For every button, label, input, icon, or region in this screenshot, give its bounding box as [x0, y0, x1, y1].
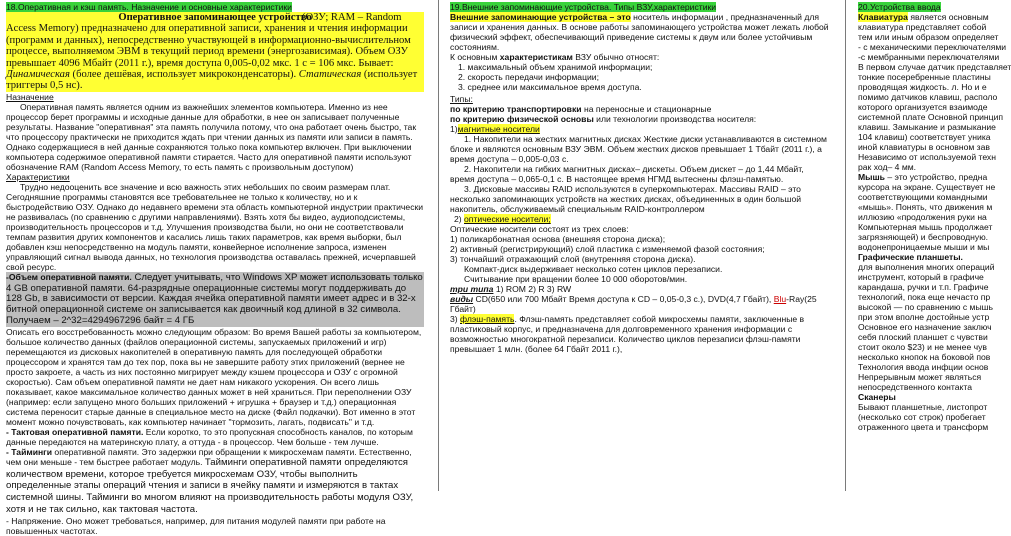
text-line: технологий, пока еще нечасто пр [858, 292, 991, 302]
criterion-physical: по критерию физической основы или технологии производства носителя: [450, 114, 757, 124]
text-line: Независимо от используемой техн [858, 152, 996, 162]
text-line: курсора на экране. Существует не [858, 182, 996, 192]
magnetic-heading: 1)магнитные носители [450, 124, 540, 134]
characteristic-item: 3. среднее или максимальное время доступа. [458, 82, 642, 92]
magnetic-item-3: 3. Дисковые массивы RAID используются в суперкомпьютерах. Массивы RAID – это несколько запоминающих устройств на жестких дисках, объединенных в один большой накопитель, обслуживаемый специальным RAID-контроллером [450, 184, 802, 214]
optical-heading: 2) оптические носители; [454, 214, 551, 224]
three-types: три типа 1) ROM 2) R 3) RW [450, 284, 572, 294]
flash-paragraph: 3) флэш-память. Флэш-память представляет собой микросхемы памяти, заключенные в пластиковый корпус, и предназначена для долговременного хранения информации с возможностью многократной перезаписи. Количество циклов перезаписи флэш-памяти превышает 1 млн. (более 64 Гбайт 2011 г.), [450, 314, 805, 354]
graphics-tablet-heading: Графические планшеты. [858, 252, 963, 262]
text-line: водонепроницаемые мыши и мы [858, 242, 990, 252]
ram-intro-body: (ОЗУ; RAM – Random Access Memory) предназначено для оперативной записи, хранения и чтения информации (программ и данных), непосредственно участвующей в информационно-вычислительном процессе, выполняемом ЭВМ в текущий период времени (энергозависимая). Объем ОЗУ превышает 4096 Мбайт (2011 г.), время доступа 0,005-0,02 мкс. 1 с = 106 мкс. Бывает: Динамическая (более дешёвая, использует микроконденсаторы). Статическая (использует триггеры 0,5 нс). [6, 12, 424, 92]
text-line: иллюзию «продолжения руки на [858, 212, 987, 222]
text-line: - с механическими переключателями [858, 42, 1007, 52]
rotation-speed: Считывание при вращении более 10 000 оборотов/мин. [464, 274, 688, 284]
text-line: которого организуется взаимоде [858, 102, 988, 112]
optical-layer: 2) активный (регистрирующий) слой пластика с изменяемой фазой состояния; [450, 244, 765, 254]
text-line: для выполнения многих операций [858, 262, 995, 272]
mouse-text [858, 182, 1000, 252]
text-line: тем или иным образом определяет [858, 32, 999, 42]
scanner-heading: Сканеры [858, 392, 896, 402]
section-heading-20: 20.Устройства ввода [858, 2, 941, 12]
column-external-storage [444, 0, 834, 491]
text-line: стоит около $23) и не менее чув [858, 342, 987, 352]
text-line: помимо датчиков клавиш, располо [858, 92, 998, 102]
subheading-harakteristiki: Характеристики [6, 171, 70, 182]
paragraph-clock: - Тактовая оперативной памяти. Если коротко, то это пропускная способность каналов, по которым данные передаются на материнскую плату, а оттуда - в процессор. Чем больше - тем лучше. [6, 426, 413, 447]
text-line: Основное его назначение заключ [858, 322, 992, 332]
text-line: системной плате Основной принцип [858, 112, 1004, 122]
text-line: себя плоский планшет с чувстви [858, 332, 988, 342]
paragraph-voltage: - Напряжение. Оно может требоваться, например, для питания модулей памяти при работе на повышенных частотах. [6, 515, 386, 536]
paragraph-harakteristiki: Трудно недооценить все значение и всю важность этих небольших по своим размерам плат. Сегодняшние программы становятся все требовательнее не только к количеству, но и к быстродействию ОЗУ. Однако до недавнего времени эта область компьютерной индустрии практически не развивалась (по сравнению с другими направлениями). Взять хотя бы видео, аудиоподсистемы, производительность процессоров и т.д. Улучшения производства были, но они не соответствовали темпам развития других компонентов и касались лишь таких параметров, как время выборки, был добавлен кэш непосредственно на модуль памяти, конвейерное исполнение запроса, изменен управляющий сигнал вывода данных, но технология производства оставалась прежней, исчерпавшей свой ресурс. [6, 181, 424, 272]
optical-layer: 1) поликарбонатная основа (внешняя сторона диска); [450, 234, 666, 244]
text-line: «мышь». Понять, что движения м [858, 202, 993, 212]
text-line: 104 клавиш) соответствует уника [858, 132, 991, 142]
column-divider [438, 0, 439, 491]
text-line: непосредственного контакта [858, 382, 972, 392]
text-line: Непрерывным может являться [858, 372, 982, 382]
text-line: В первом случае датчик представляет [858, 62, 1011, 72]
text-line: несколько кнопок на боковой пов [858, 352, 991, 362]
mouse-line: Мышь – это устройство, предна [858, 172, 988, 182]
keyboard-line: Клавиатура является основным [858, 12, 989, 22]
text-line: иной клавиатуры в основном зав [858, 142, 990, 152]
text-line: загрязняющей) и беспроводную. [858, 232, 989, 242]
optical-intro: Оптические носители состоят из трех слоев: [450, 224, 629, 234]
text-line: Бывают планшетные, листопрот [858, 402, 988, 412]
text-line: тонкие посеребренные пластины [858, 72, 991, 82]
paragraph-timings: - Тайминги оперативной памяти. Это задержки при обращении к микросхемам памяти. Естественно, чем они меньше - тем быстрее работает модуль. Тайминги оперативной памяти определяются количеством времени, которое требуется микросхемам ОЗУ, чтобы выполнить определенные этапы операций чтения и записи в ячейку памяти и измеряются в тактах системной шины. Тайминги во многом влияют на производительность работы модуля ОЗУ, хотя и не так сильно, как тактовая частота. [6, 446, 414, 516]
text-line: проводящая жидкость. л. Но и е [858, 82, 987, 92]
magnetic-item-2: 2. Накопители на гибких магнитных дисках– дискеты. Объем дискет – до 1,44 Мбайт, время доступа – 0,065-0,1 с. В настоящее время НГМД вытеснены флэш-памятью. [450, 164, 804, 184]
disc-kinds: виды CD(650 или 700 Мбайт Время доступа к CD – 0,05-0,3 с.), DVD(4,7 Гбайт), Blu-Ray(25 Гбайт) [450, 294, 817, 314]
compact-cycles: Компакт-диск выдерживает несколько сотен циклов перезаписи. [464, 264, 723, 274]
ram-intro-title: Оперативное запоминающее устройство [118, 12, 312, 23]
text-line: -с мембранными переключателями [858, 52, 1000, 62]
types-heading: Типы: [450, 94, 473, 104]
column-ram [0, 0, 428, 536]
text-line: (несколько сот строк) пробегает [858, 412, 986, 422]
section-heading-18: 18.Оперативная и кэш память. Назначение и основные характеристики [6, 2, 292, 12]
text-line: Компьютерная мышь продолжает [858, 222, 993, 232]
paragraph-naznachenie: Оперативная память является одним из важнейших элементов компьютера. Именно из нее процессор берет программы и исходные данные для обработки, в нее он записывает полученные результаты. Название "оперативная" эта память получила потому, что она работает очень быстро, так что процессору практически не приходится ждать при чтении данных из памяти или записи в память. Однако содержащиеся в ней данные сохраняются только пока компьютер включен. При выключении компьютера содержимое оперативной памяти стирается. Часто для оперативной памяти используют обозначение RAM (Random Access Memory, то есть память с произвольным доступом) [6, 101, 417, 172]
column-divider [845, 0, 846, 491]
magnetic-item-1: 1. Накопители на жестких магнитных дисках Жесткие диски устанавливаются в системном блоке и являются основным ВЗУ ЭВМ. Объем жестких дисков превышает 1 Тбайт (2011 г.), а время доступа – 0,005-0,03 с. [450, 134, 827, 164]
keyboard-text [858, 22, 1011, 172]
text-line: соответствующими командными [858, 192, 988, 202]
text-line: Технология ввода инфции основ [858, 362, 989, 372]
text-line: высокой — по сравнению с мышь [858, 302, 994, 312]
text-line: карандаша, ручки и т.п. Графиче [858, 282, 989, 292]
characteristic-item: 2. скорость передачи информации; [458, 72, 599, 82]
text-line: отраженного цвета и трансформ [858, 422, 989, 432]
characteristic-item: 1. максимальный объем хранимой информации; [458, 62, 653, 72]
text-line: инструмент, который в графиче [858, 272, 984, 282]
text-line: при этом вполне достойные устр [858, 312, 990, 322]
criterion-transport: по критерию транспортировки на переносные и стационарные [450, 104, 712, 114]
tablet-text [858, 262, 1000, 392]
text-line: клавиатура представляет собой [858, 22, 987, 32]
optical-layer: 3) тончайший отражающий слой (внутренняя сторона диска). [450, 254, 696, 264]
subheading-naznachenie: Назначение [6, 91, 54, 102]
characteristics-intro: К основным характеристикам ВЗУ обычно относят: [450, 52, 660, 62]
paragraph-description: Описать его восстребованность можно следующим образом: Во время Вашей работы за компьютером, большое количество данных (файлов операционной системы, запускаемых приложений и игр) перемещаются из дисковых накопителей в оперативную память для последующей обработки процессором и хранятся там до тех пор, пока вы не завершите работу этих приложений (вернее не просто закроете, а часть из них постоянно мигрирует между кэшем процессора и ОЗУ с огромной скоростью). Сам объем оперативной памяти не дает нам никакого ускорения. Он всего лишь показывает, какое максимальное количество данных может в ней храниться. При переполнении ОЗУ (например: если запущено много больших приложений + игрушка + браузер и т.д.) операционная система переносит старые данные в специальное место на диске (Файл подкачки). Вот именно в этот момент можно почувствовать, как компьютер начинает "тормозить, лагать, подвисать" и т.д. [6, 326, 422, 427]
column-input-devices [852, 0, 1011, 491]
section-heading-19: 19.Внешние запоминающие устройства. Типы ВЗУ,характеристики [450, 2, 717, 12]
text-line: клавиш. Замыкание и размыкание [858, 122, 996, 132]
text-line: рак ход– 4 мм. [858, 162, 917, 172]
paragraph-ram-size: -Объем оперативной памяти. Следует учитывать, что Windows XP может использовать только 4 GB оперативной памяти. 64-разрядные операционные системы могут поддерживать до 128 Gb, в зависимости от версии. Каждая ячейка оперативной памяти имеет адрес и в 32-х битной операционной системе он записывается как двоичный код длиной в 32 символа. Получаем – 2^32=4294967296 байт = 4 ГБ [6, 271, 423, 327]
scanner-text [858, 402, 1000, 432]
paragraph-definition: Внешние запоминающие устройства – это носитель информации , предназначенный для записи и хранения данных. В основе работы запоминающего устройства может лежать любой физический эффект, обеспечивающий приведение системы к двум или более устойчивым состояниям. [450, 12, 829, 52]
